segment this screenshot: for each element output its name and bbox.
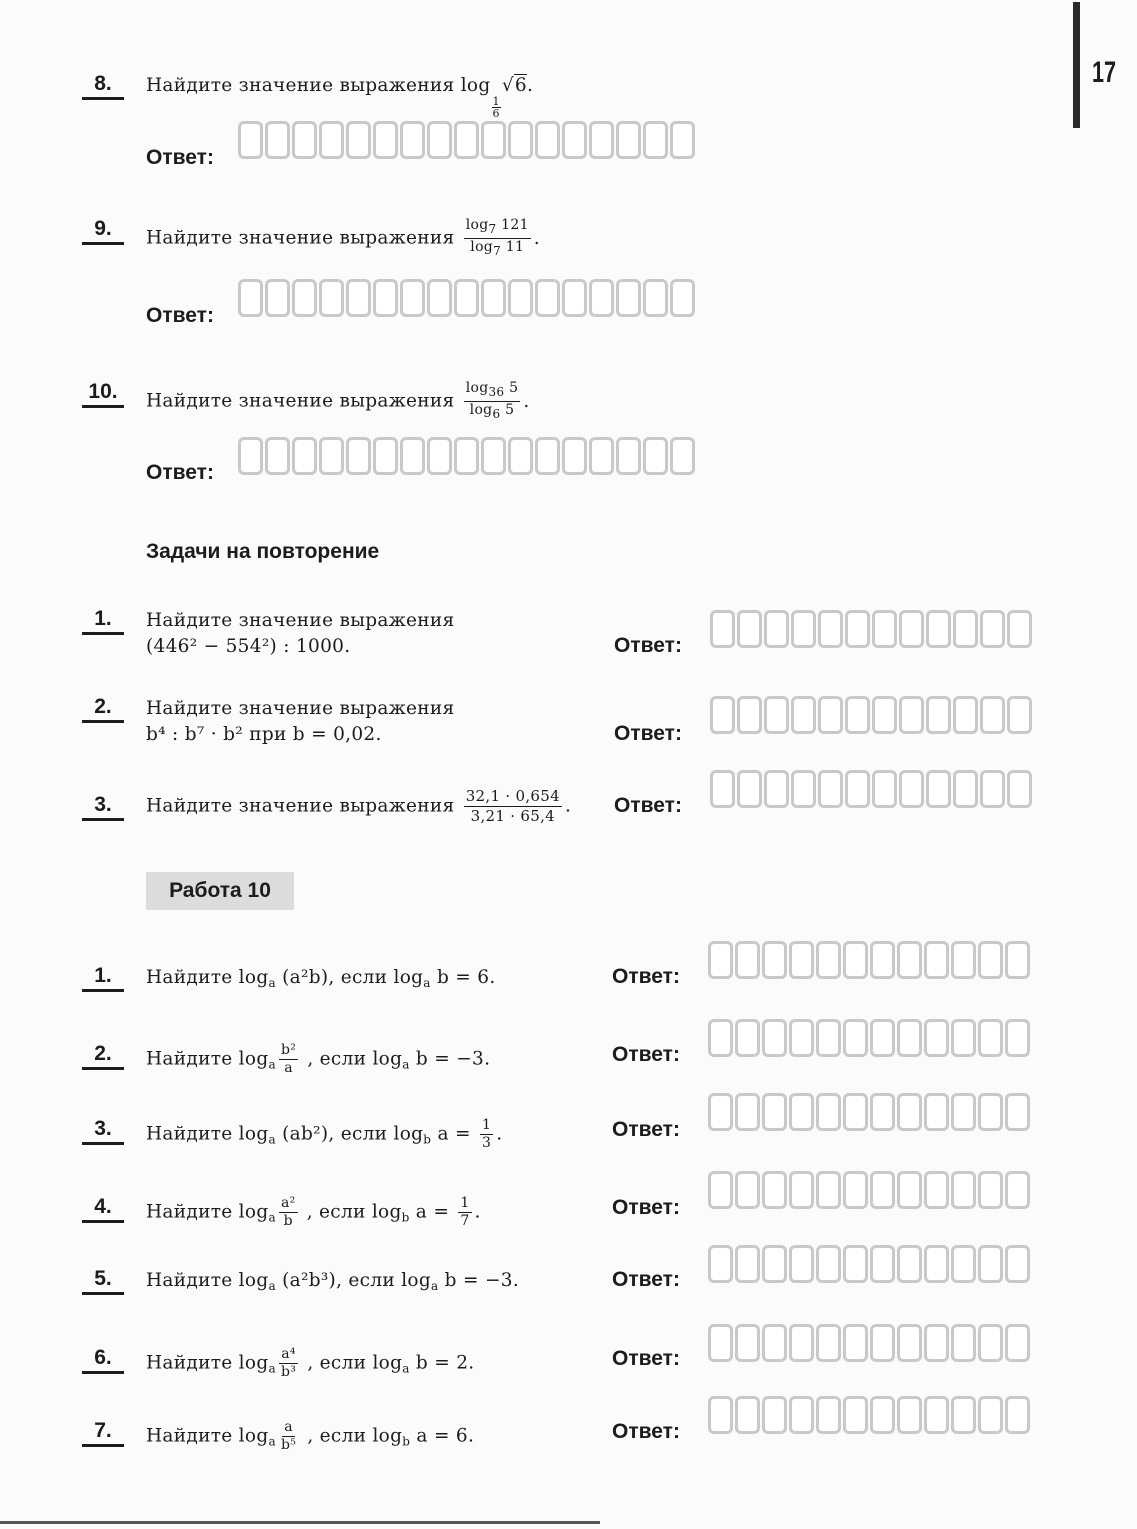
answer-cell[interactable] — [978, 1396, 1003, 1434]
task-text: Найдите $\log_a (a^2b)$, если $\log_a b = 6$. — [146, 967, 496, 990]
answer-cell[interactable] — [1007, 610, 1032, 648]
answer-label: Ответ: — [614, 634, 682, 657]
answer-cell[interactable] — [508, 437, 533, 475]
answer-cell[interactable] — [670, 279, 695, 317]
answer-cell[interactable] — [789, 1396, 814, 1434]
task-text: Найдите значение выражения $\frac{\log_7 121}{\log_7 11}$ . — [146, 217, 540, 258]
answer-cell[interactable] — [427, 121, 452, 159]
answer-boxes[interactable] — [710, 770, 1032, 808]
section-heading: Задачи на повторение — [146, 540, 380, 563]
numerator: a² — [280, 1195, 296, 1211]
answer-cell[interactable] — [924, 1093, 949, 1131]
answer-cell[interactable] — [789, 1019, 814, 1057]
answer-cell[interactable] — [373, 121, 398, 159]
task-number: 7. — [82, 1420, 124, 1447]
subscript: a — [268, 1210, 276, 1225]
answer-cell[interactable] — [899, 770, 924, 808]
answer-cell[interactable] — [1005, 1396, 1030, 1434]
answer-cell[interactable] — [897, 1396, 922, 1434]
answer-cell[interactable] — [924, 1245, 949, 1283]
task-text: Найдите значение выражения (446² − 554²) : 1000. — [146, 610, 455, 657]
answer-cell[interactable] — [978, 1171, 1003, 1209]
answer-cell[interactable] — [980, 696, 1005, 734]
answer-cell[interactable] — [789, 1324, 814, 1362]
answer-cell[interactable] — [818, 696, 843, 734]
answer-cell[interactable] — [762, 1019, 787, 1057]
formula: log $\frac{1}{6}$ √6. — [460, 75, 534, 120]
answer-cell[interactable] — [951, 941, 976, 979]
answer-cell[interactable] — [764, 696, 789, 734]
answer-label: Ответ: — [146, 304, 214, 327]
answer-cell[interactable] — [980, 770, 1005, 808]
answer-cell[interactable] — [870, 1245, 895, 1283]
answer-cell[interactable] — [816, 1324, 841, 1362]
answer-cell[interactable] — [737, 770, 762, 808]
answer-cell[interactable] — [1005, 1019, 1030, 1057]
answer-cell[interactable] — [1005, 1324, 1030, 1362]
subscript: a — [402, 1057, 410, 1072]
fraction — [458, 1196, 471, 1229]
fraction — [464, 381, 521, 422]
answer-cell[interactable] — [762, 1093, 787, 1131]
answer-cell[interactable] — [978, 1245, 1003, 1283]
task-number: 6. — [82, 1347, 124, 1374]
answer-cell[interactable] — [762, 941, 787, 979]
answer-cell[interactable] — [870, 1171, 895, 1209]
answer-cell[interactable] — [535, 437, 560, 475]
answer-cell[interactable] — [978, 941, 1003, 979]
numerator: a — [284, 1419, 293, 1435]
answer-cell[interactable] — [924, 1019, 949, 1057]
answer-cell[interactable] — [872, 770, 897, 808]
task-text: Найдите $\log_a$ $\frac{\text{a⁴}}{\text{b³}}$ , если $\log_a b = 2$. — [146, 1346, 475, 1380]
answer-cell[interactable] — [481, 437, 506, 475]
answer-cell[interactable] — [373, 437, 398, 475]
answer-cell[interactable] — [373, 279, 398, 317]
answer-cell[interactable] — [265, 279, 290, 317]
task-number: 4. — [82, 1196, 124, 1223]
answer-cell[interactable] — [708, 941, 733, 979]
answer-cell[interactable] — [764, 770, 789, 808]
answer-boxes[interactable] — [708, 941, 1030, 979]
answer-cell[interactable] — [1007, 770, 1032, 808]
answer-cell[interactable] — [319, 121, 344, 159]
subscript: 7 — [493, 244, 502, 258]
answer-cell[interactable] — [616, 437, 641, 475]
task-number: 1. — [82, 608, 124, 635]
answer-cell[interactable] — [926, 770, 951, 808]
subscript: a — [268, 1132, 276, 1147]
subscript: 36 — [488, 385, 505, 399]
answer-label: Ответ: — [614, 722, 682, 745]
task-number: 3. — [82, 1118, 124, 1145]
task-number: 9. — [82, 218, 124, 245]
answer-label: Ответ: — [146, 146, 214, 169]
answer-cell[interactable] — [953, 610, 978, 648]
answer-cell[interactable] — [292, 279, 317, 317]
subscript: b — [423, 1132, 432, 1147]
answer-cell[interactable] — [737, 696, 762, 734]
answer-boxes[interactable] — [708, 1245, 1030, 1283]
answer-cell[interactable] — [951, 1396, 976, 1434]
answer-cell[interactable] — [897, 1245, 922, 1283]
answer-cell[interactable] — [762, 1245, 787, 1283]
answer-cell[interactable] — [238, 279, 263, 317]
answer-cell[interactable] — [508, 279, 533, 317]
answer-cell[interactable] — [265, 437, 290, 475]
answer-cell[interactable] — [535, 121, 560, 159]
answer-cell[interactable] — [319, 279, 344, 317]
answer-cell[interactable] — [818, 770, 843, 808]
answer-cell[interactable] — [708, 1396, 733, 1434]
answer-cell[interactable] — [346, 279, 371, 317]
subscript: a — [268, 1434, 276, 1449]
task-number: 8. — [82, 73, 124, 100]
answer-cell[interactable] — [951, 1093, 976, 1131]
answer-cell[interactable] — [346, 437, 371, 475]
formula: $\frac{\log_7 121}{\log_7 11}$ . — [465, 217, 540, 258]
subscript: a — [402, 1361, 410, 1376]
answer-cell[interactable] — [816, 941, 841, 979]
work-badge: Работа 10 — [146, 872, 294, 910]
answer-cell[interactable] — [870, 1396, 895, 1434]
subscript: a — [431, 1279, 439, 1293]
subscript: b — [402, 1434, 411, 1449]
denominator: 6 — [492, 107, 500, 120]
answer-cell[interactable] — [1007, 696, 1032, 734]
subscript: a — [268, 1279, 276, 1293]
answer-cell[interactable] — [562, 279, 587, 317]
fraction — [464, 218, 531, 259]
formula: $\frac{\log_{36} 5}{\log_6 5}$ . — [465, 380, 530, 421]
answer-cell[interactable] — [791, 696, 816, 734]
fraction — [279, 1420, 298, 1453]
answer-cell[interactable] — [1005, 1093, 1030, 1131]
answer-cell[interactable] — [843, 1171, 868, 1209]
task-text: Найдите $\log_a$ $\frac{a}{\text{b⁵}}$ , если $\log_b a = 6$. — [146, 1419, 475, 1453]
numerator: $\log_7 121$ — [464, 218, 531, 239]
numerator: $\log_{36} 5$ — [464, 381, 521, 402]
answer-boxes[interactable] — [708, 1171, 1030, 1209]
answer-cell[interactable] — [951, 1245, 976, 1283]
answer-cell[interactable] — [764, 610, 789, 648]
answer-cell[interactable] — [926, 696, 951, 734]
answer-cell[interactable] — [843, 1324, 868, 1362]
page-edge-bar — [1073, 2, 1080, 128]
answer-boxes[interactable] — [238, 121, 695, 159]
answer-cell[interactable] — [870, 1093, 895, 1131]
denominator: $\log_7 11$ — [470, 239, 525, 258]
task-text: Найдите значение выражения $\frac{\log_{36} 5}{\log_6 5}$ . — [146, 380, 530, 421]
answer-cell[interactable] — [789, 1171, 814, 1209]
answer-cell[interactable] — [643, 279, 668, 317]
answer-cell[interactable] — [735, 1019, 760, 1057]
denominator: $\log_6 5$ — [469, 402, 515, 421]
answer-cell[interactable] — [818, 610, 843, 648]
answer-cell[interactable] — [843, 1245, 868, 1283]
task-text: Найдите значение выражения b⁴ : b⁷ · b² при b = 0,02. — [146, 698, 455, 745]
answer-cell[interactable] — [872, 696, 897, 734]
subscript: a — [268, 1057, 276, 1072]
log-base — [492, 96, 501, 119]
fraction — [480, 1118, 493, 1151]
answer-cell[interactable] — [762, 1324, 787, 1362]
answer-cell[interactable] — [265, 121, 290, 159]
answer-boxes[interactable] — [708, 1324, 1030, 1362]
answer-cell[interactable] — [710, 610, 735, 648]
answer-label: Ответ: — [612, 1196, 680, 1219]
answer-cell[interactable] — [238, 437, 263, 475]
answer-cell[interactable] — [978, 1093, 1003, 1131]
answer-cell[interactable] — [980, 610, 1005, 648]
answer-label: Ответ: — [612, 1268, 680, 1291]
task-text: Найдите $\log_a$ $\frac{\text{a²}}{b}$ , если $\log_b a$ = $\frac{1}{7}$ . — [146, 1195, 481, 1229]
answer-cell[interactable] — [978, 1019, 1003, 1057]
denominator: 7 — [460, 1213, 470, 1229]
answer-cell[interactable] — [400, 437, 425, 475]
denominator: b⁵ — [280, 1437, 297, 1453]
answer-cell[interactable] — [708, 1019, 733, 1057]
answer-cell[interactable] — [789, 1245, 814, 1283]
answer-cell[interactable] — [708, 1324, 733, 1362]
answer-cell[interactable] — [710, 696, 735, 734]
answer-cell[interactable] — [454, 121, 479, 159]
answer-cell[interactable] — [951, 1019, 976, 1057]
answer-cell[interactable] — [816, 1245, 841, 1283]
answer-cell[interactable] — [346, 121, 371, 159]
answer-cell[interactable] — [400, 279, 425, 317]
task-number: 2. — [82, 696, 124, 723]
answer-cell[interactable] — [816, 1019, 841, 1057]
answer-cell[interactable] — [897, 941, 922, 979]
answer-cell[interactable] — [843, 941, 868, 979]
answer-cell[interactable] — [616, 121, 641, 159]
answer-label: Ответ: — [614, 794, 682, 817]
radicand: 6 — [514, 75, 527, 96]
answer-label: Ответ: — [612, 1347, 680, 1370]
answer-cell[interactable] — [737, 610, 762, 648]
answer-cell[interactable] — [953, 696, 978, 734]
answer-cell[interactable] — [845, 770, 870, 808]
answer-cell[interactable] — [710, 770, 735, 808]
answer-cell[interactable] — [762, 1171, 787, 1209]
denominator: b³ — [280, 1364, 297, 1380]
answer-cell[interactable] — [924, 1171, 949, 1209]
answer-cell[interactable] — [978, 1324, 1003, 1362]
answer-cell[interactable] — [897, 1171, 922, 1209]
answer-label: Ответ: — [612, 1118, 680, 1141]
answer-boxes[interactable] — [710, 696, 1032, 734]
answer-boxes[interactable] — [238, 279, 695, 317]
answer-cell[interactable] — [1005, 941, 1030, 979]
answer-cell[interactable] — [735, 1171, 760, 1209]
answer-cell[interactable] — [1005, 1245, 1030, 1283]
answer-cell[interactable] — [535, 279, 560, 317]
answer-cell[interactable] — [951, 1171, 976, 1209]
answer-cell[interactable] — [562, 121, 587, 159]
answer-cell[interactable] — [789, 941, 814, 979]
answer-cell[interactable] — [845, 696, 870, 734]
answer-cell[interactable] — [951, 1324, 976, 1362]
answer-cell[interactable] — [816, 1396, 841, 1434]
square-root: √6 — [501, 75, 527, 96]
answer-cell[interactable] — [616, 279, 641, 317]
answer-cell[interactable] — [845, 610, 870, 648]
answer-cell[interactable] — [872, 610, 897, 648]
fraction — [279, 1347, 298, 1380]
answer-cell[interactable] — [924, 1324, 949, 1362]
answer-cell[interactable] — [899, 610, 924, 648]
answer-cell[interactable] — [924, 941, 949, 979]
answer-cell[interactable] — [708, 1171, 733, 1209]
answer-cell[interactable] — [508, 121, 533, 159]
numerator: 1 — [481, 1117, 492, 1133]
answer-cell[interactable] — [427, 437, 452, 475]
fraction — [279, 1196, 298, 1229]
answer-cell[interactable] — [643, 437, 668, 475]
denominator: a — [284, 1060, 293, 1076]
subscript: a — [423, 976, 431, 990]
fraction — [279, 1043, 298, 1076]
answer-cell[interactable] — [926, 610, 951, 648]
answer-cell[interactable] — [1005, 1171, 1030, 1209]
bottom-rule — [0, 1521, 600, 1524]
answer-label: Ответ: — [146, 461, 214, 484]
answer-label: Ответ: — [612, 1043, 680, 1066]
answer-cell[interactable] — [670, 437, 695, 475]
answer-cell[interactable] — [643, 121, 668, 159]
answer-cell[interactable] — [924, 1396, 949, 1434]
answer-cell[interactable] — [735, 941, 760, 979]
answer-cell[interactable] — [454, 279, 479, 317]
answer-cell[interactable] — [789, 1093, 814, 1131]
answer-cell[interactable] — [708, 1093, 733, 1131]
answer-cell[interactable] — [589, 121, 614, 159]
numerator: 1 — [460, 1195, 470, 1211]
task-text: Найдите $\log_a (a^2b^3)$, если $\log_a b = -3$. — [146, 1270, 520, 1293]
answer-cell[interactable] — [762, 1396, 787, 1434]
answer-cell[interactable] — [816, 1093, 841, 1131]
subscript: a — [268, 976, 276, 990]
answer-cell[interactable] — [897, 1324, 922, 1362]
answer-cell[interactable] — [481, 121, 506, 159]
answer-cell[interactable] — [843, 1019, 868, 1057]
answer-label: Ответ: — [612, 1420, 680, 1443]
answer-cell[interactable] — [670, 121, 695, 159]
answer-cell[interactable] — [870, 941, 895, 979]
answer-boxes[interactable] — [708, 1093, 1030, 1131]
subscript: 7 — [488, 222, 497, 236]
answer-cell[interactable] — [735, 1245, 760, 1283]
answer-cell[interactable] — [708, 1245, 733, 1283]
task-number: 3. — [82, 794, 124, 821]
answer-cell[interactable] — [481, 279, 506, 317]
task-number: 10. — [82, 381, 124, 408]
answer-cell[interactable] — [735, 1396, 760, 1434]
answer-cell[interactable] — [589, 279, 614, 317]
answer-cell[interactable] — [292, 437, 317, 475]
answer-label: Ответ: — [612, 965, 680, 988]
answer-boxes[interactable] — [238, 437, 695, 475]
answer-boxes[interactable] — [708, 1396, 1030, 1434]
answer-boxes[interactable] — [708, 1019, 1030, 1057]
subscript: b — [401, 1210, 410, 1225]
subscript: 6 — [492, 407, 501, 421]
task-number: 5. — [82, 1268, 124, 1295]
answer-cell[interactable] — [870, 1324, 895, 1362]
answer-cell[interactable] — [870, 1019, 895, 1057]
task-text: Найдите значение выражения log $\frac{1}{6}$ √6. — [146, 75, 534, 120]
numerator: a⁴ — [281, 1346, 296, 1362]
task-text: Найдите $\log_a (ab^2)$, если $\log_b a$ = $\frac{1}{3}$ . — [146, 1117, 503, 1151]
answer-cell[interactable] — [899, 696, 924, 734]
fraction: $\frac{32,1 \cdot 0,654}{3,21 \cdot 65,4}$ — [465, 787, 560, 825]
answer-cell[interactable] — [953, 770, 978, 808]
answer-cell[interactable] — [238, 121, 263, 159]
answer-cell[interactable] — [897, 1093, 922, 1131]
answer-cell[interactable] — [735, 1324, 760, 1362]
subscript: a — [268, 1361, 276, 1376]
answer-cell[interactable] — [427, 279, 452, 317]
answer-cell[interactable] — [791, 770, 816, 808]
numerator: 1 — [492, 95, 500, 108]
answer-cell[interactable] — [843, 1396, 868, 1434]
denominator: b — [283, 1213, 293, 1229]
answer-boxes[interactable] — [710, 610, 1032, 648]
answer-cell[interactable] — [843, 1093, 868, 1131]
answer-cell[interactable] — [562, 437, 587, 475]
answer-cell[interactable] — [735, 1093, 760, 1131]
answer-cell[interactable] — [292, 121, 317, 159]
task-text: Найдите $\log_a$ $\frac{\text{b²}}{a}$ , если $\log_a b = -3$. — [146, 1042, 491, 1076]
page-number: 17 — [1092, 56, 1117, 89]
denominator: 3 — [481, 1135, 492, 1151]
answer-cell[interactable] — [897, 1019, 922, 1057]
task-number: 2. — [82, 1043, 124, 1070]
answer-cell[interactable] — [816, 1171, 841, 1209]
answer-cell[interactable] — [589, 437, 614, 475]
answer-cell[interactable] — [400, 121, 425, 159]
answer-cell[interactable] — [454, 437, 479, 475]
answer-cell[interactable] — [319, 437, 344, 475]
task-text: Найдите значение выражения $\frac{32,1 \cdot 0,654}{3,21 \cdot 65,4}$ . — [146, 787, 572, 825]
answer-cell[interactable] — [791, 610, 816, 648]
task-number: 1. — [82, 965, 124, 992]
numerator: b² — [280, 1042, 297, 1058]
